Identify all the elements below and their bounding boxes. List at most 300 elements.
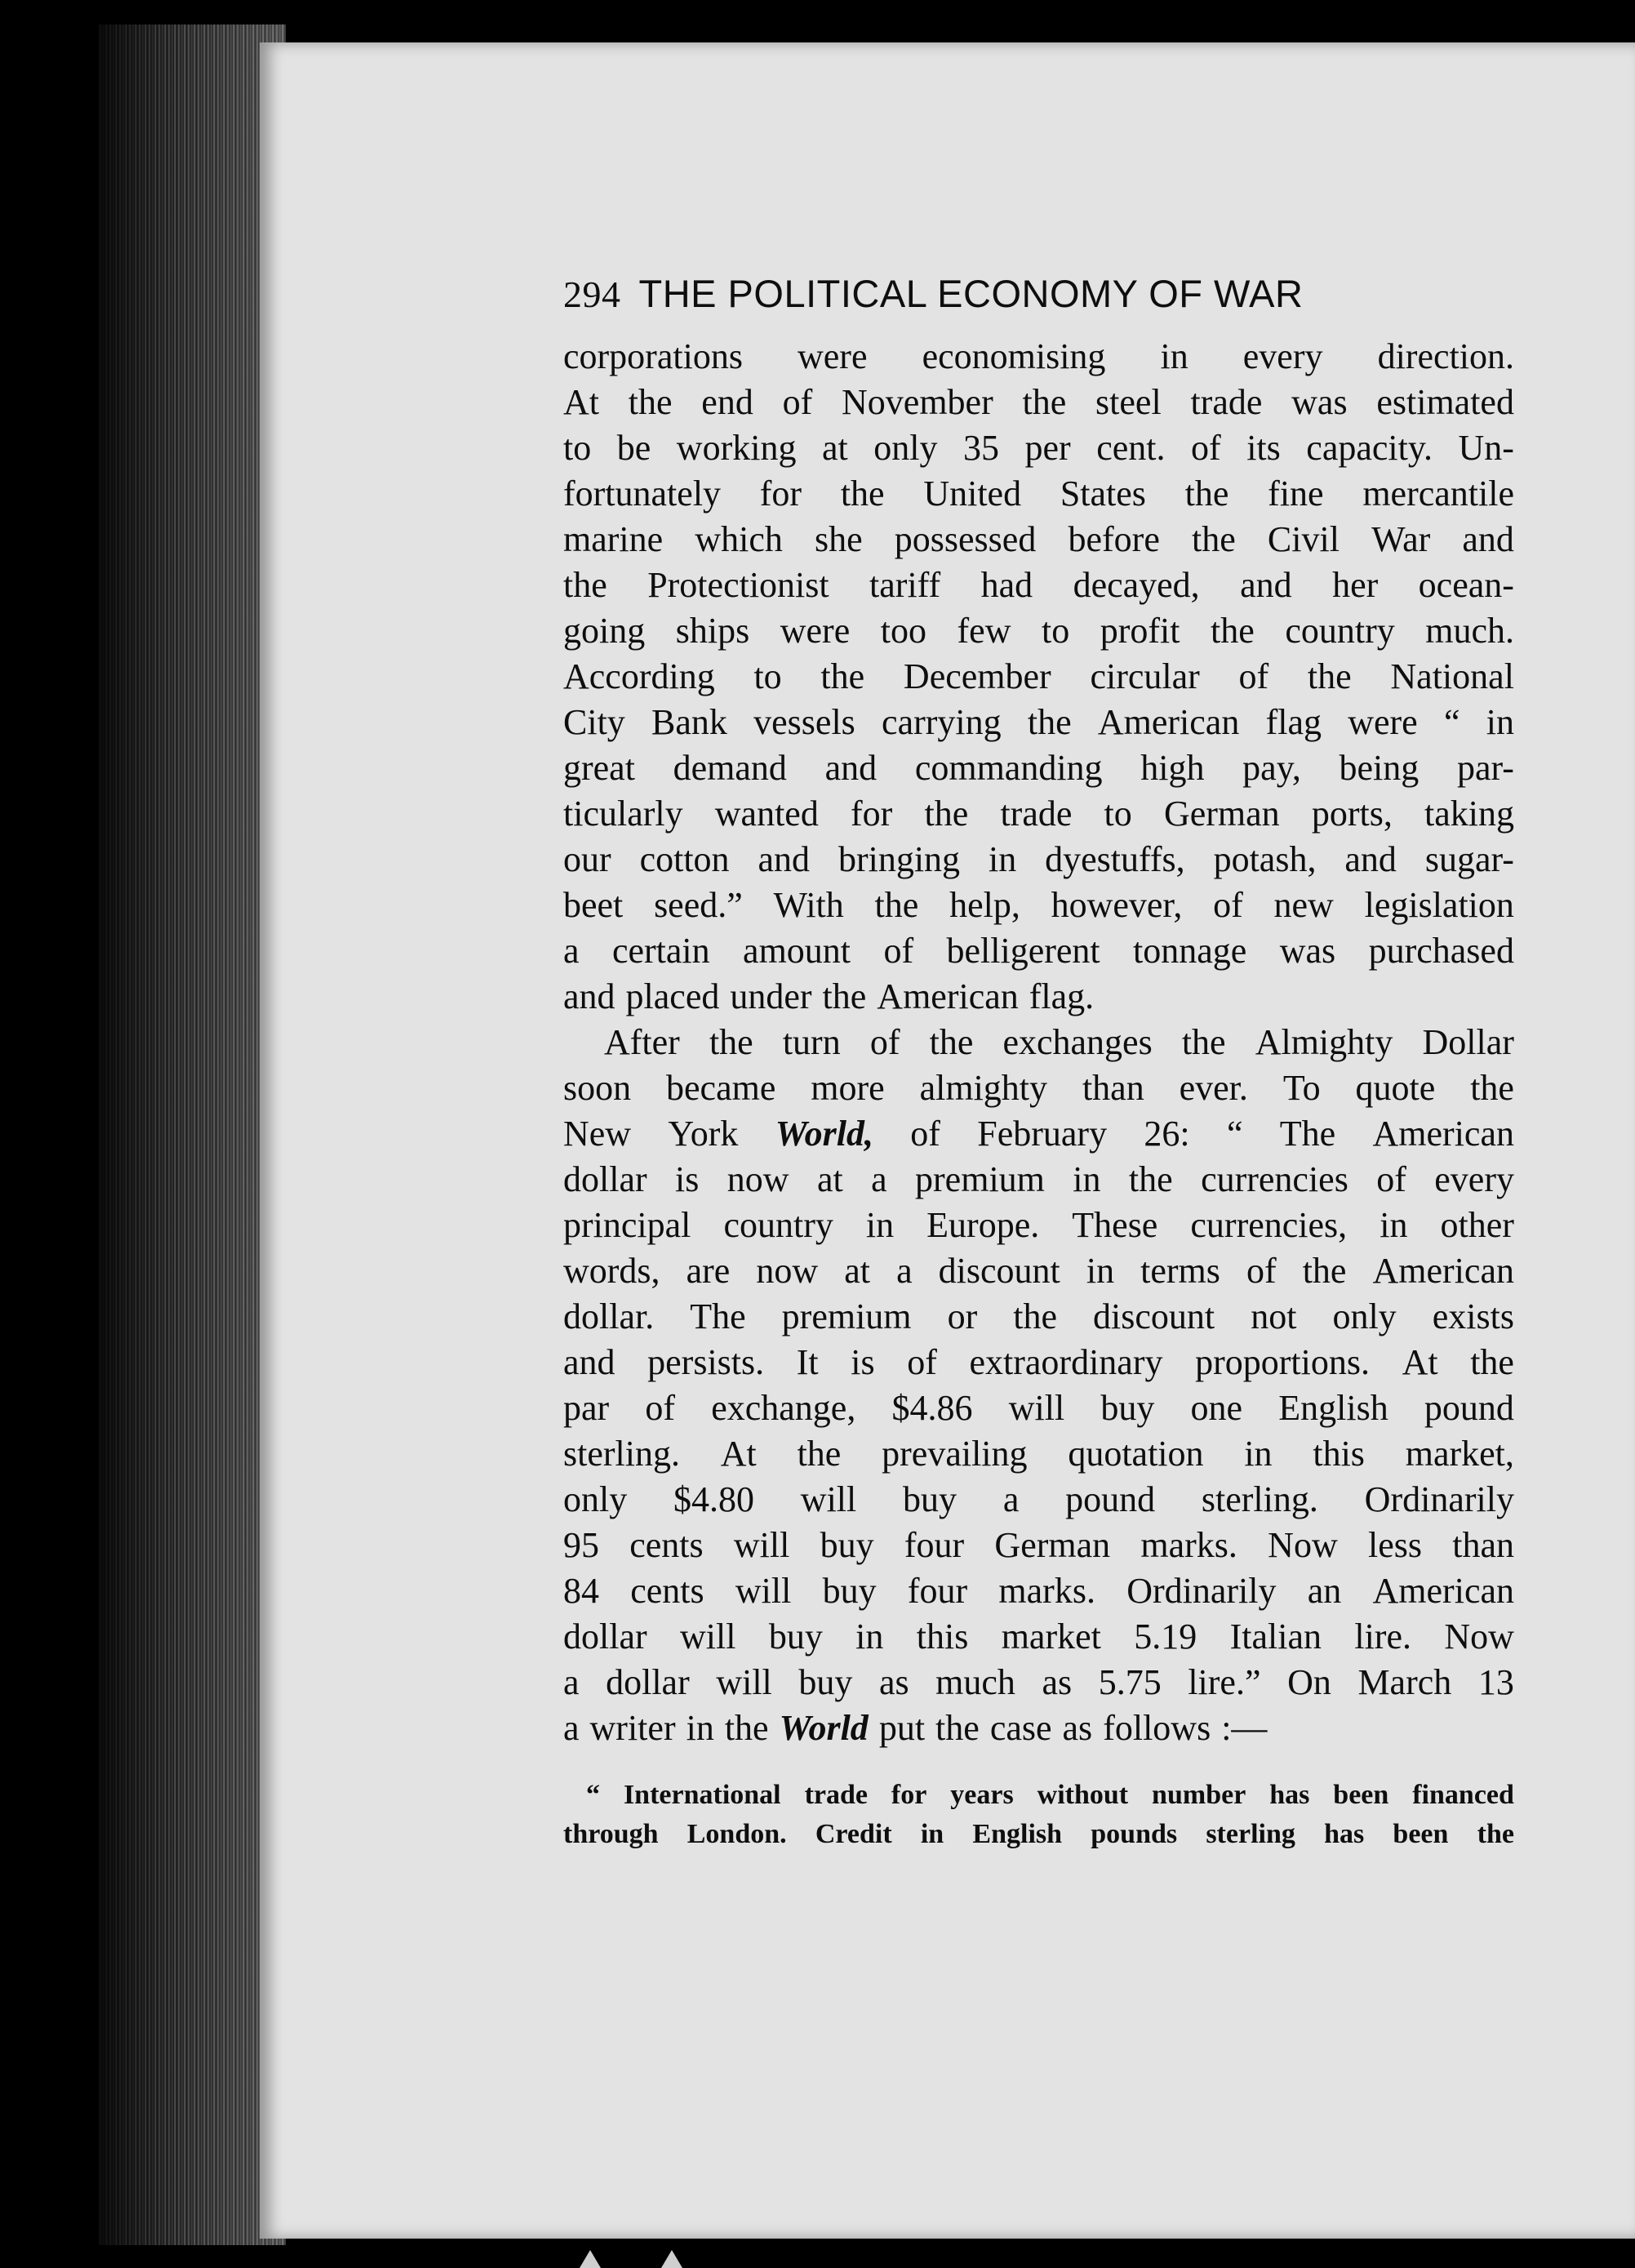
body-word: exchange,	[711, 1388, 856, 1428]
body-word: cent.	[1096, 428, 1166, 468]
body-word: the	[724, 1708, 769, 1748]
body-word: a	[563, 931, 580, 971]
body-word: and	[1240, 565, 1292, 605]
body-word: The	[690, 1296, 746, 1336]
body-word: certain	[611, 931, 710, 971]
body-line	[563, 974, 1514, 1020]
body-word: fine	[1268, 474, 1324, 514]
body-word: cents	[630, 1571, 704, 1611]
body-word: Almighty	[1255, 1022, 1393, 1062]
body-word: cents	[629, 1525, 704, 1565]
body-word: prevailing	[882, 1434, 1028, 1474]
body-word: flag.	[1029, 976, 1095, 1016]
body-word: With	[773, 885, 844, 925]
body-word: to	[753, 656, 782, 696]
body-word: only	[873, 428, 938, 468]
body-word: working	[676, 428, 797, 468]
body-word: purchased	[1368, 931, 1514, 971]
body-word: At	[720, 1434, 757, 1474]
body-word: dollar	[563, 1617, 647, 1657]
body-word: buy	[820, 1525, 874, 1565]
text-block	[563, 271, 1514, 1854]
body-word: steel	[1095, 382, 1162, 422]
body-word: 5.75	[1098, 1662, 1162, 1702]
body-line	[563, 883, 1514, 928]
body-word: Dollar	[1422, 1022, 1514, 1062]
body-word: new	[1273, 885, 1334, 925]
body-word: a	[896, 1251, 913, 1291]
body-line	[563, 1705, 1514, 1751]
body-word: country	[1285, 611, 1395, 651]
body-word: Now	[1268, 1525, 1338, 1565]
body-word: became	[666, 1068, 776, 1108]
body-word: of	[1213, 885, 1243, 925]
body-word: per	[1024, 428, 1071, 468]
body-word: of	[1376, 1159, 1406, 1199]
body-word: Bank	[651, 702, 727, 742]
body-word: $4.80	[673, 1479, 755, 1519]
body-word: trade	[1190, 382, 1263, 422]
body-word: City	[563, 702, 625, 742]
body-word: a	[563, 1662, 580, 1702]
scan-mark	[580, 2250, 601, 2268]
body-word: terms	[1140, 1251, 1220, 1291]
body-word: in	[686, 1708, 714, 1748]
body-word: the	[563, 565, 607, 605]
body-word: every	[1434, 1159, 1514, 1199]
body-word: dyestuffs,	[1045, 839, 1185, 879]
quote-word: Credit	[815, 1819, 892, 1849]
book-gutter-shadow	[98, 24, 286, 2245]
body-word: February	[977, 1114, 1108, 1154]
body-word: less	[1367, 1525, 1422, 1565]
body-word: Europe.	[926, 1205, 1040, 1245]
body-word: trade	[1000, 794, 1073, 834]
running-head	[563, 271, 1514, 316]
body-word: American	[1372, 1571, 1514, 1611]
body-line	[563, 1477, 1514, 1523]
body-line	[563, 1248, 1514, 1294]
body-word: be	[616, 428, 651, 468]
body-word: words,	[563, 1251, 660, 1291]
body-word: legislation	[1364, 885, 1514, 925]
quote-word: for	[891, 1780, 927, 1810]
quote-word: been	[1333, 1780, 1389, 1810]
body-word: few	[957, 611, 1011, 651]
body-word: After	[604, 1022, 680, 1062]
body-word: being	[1339, 748, 1420, 788]
body-word: turn	[782, 1022, 841, 1062]
body-word: the	[874, 885, 919, 925]
body-word: of	[645, 1388, 676, 1428]
body-word: almighty	[919, 1068, 1048, 1108]
body-word: premium	[915, 1159, 1045, 1199]
body-line	[563, 1065, 1514, 1111]
body-word: Now	[1444, 1617, 1514, 1657]
body-word: the	[840, 474, 885, 514]
body-word: the	[924, 794, 969, 834]
body-word: more	[811, 1068, 885, 1108]
body-word: the	[1302, 1251, 1347, 1291]
body-word: help,	[949, 885, 1020, 925]
body-word: high	[1140, 748, 1205, 788]
body-word: “	[1443, 702, 1460, 742]
body-word: ports,	[1311, 794, 1393, 834]
body-word: mercantile	[1362, 474, 1514, 514]
body-word: of	[1246, 1251, 1277, 1291]
body-line	[563, 654, 1514, 700]
body-line	[563, 791, 1514, 837]
body-word: in	[1160, 336, 1188, 376]
body-word: pound	[1065, 1479, 1156, 1519]
body-word: a	[563, 1708, 580, 1748]
body-word: currencies,	[1190, 1205, 1348, 1245]
body-word: taking	[1424, 794, 1514, 834]
body-word: the	[1022, 382, 1067, 422]
body-word: the	[709, 1022, 753, 1062]
body-word: in	[1073, 1159, 1101, 1199]
body-word: and	[758, 839, 811, 879]
body-word: our	[563, 839, 611, 879]
body-word: much.	[1425, 611, 1514, 651]
body-word: end	[701, 382, 753, 422]
body-word: the	[820, 656, 865, 696]
body-word: pound	[1424, 1388, 1514, 1428]
body-word: her	[1332, 565, 1379, 605]
body-word: of	[910, 1114, 940, 1154]
body-word: will	[1008, 1388, 1065, 1428]
body-word: was	[1291, 382, 1348, 422]
body-word: of	[907, 1342, 937, 1382]
body-line	[563, 1431, 1514, 1477]
body-word: buy	[798, 1662, 853, 1702]
body-word: War	[1371, 519, 1431, 559]
body-line	[563, 1340, 1514, 1385]
body-line	[563, 1020, 1514, 1065]
body-line	[563, 334, 1514, 380]
body-word: at	[816, 1159, 843, 1199]
body-word: New	[563, 1114, 632, 1154]
body-word: country	[723, 1205, 833, 1245]
body-word: sugar-	[1424, 839, 1514, 879]
body-word: will	[680, 1617, 736, 1657]
body-word: to	[563, 428, 592, 468]
body-line	[563, 563, 1514, 608]
body-word: of	[1191, 428, 1221, 468]
body-word: of	[869, 1022, 900, 1062]
body-line	[563, 1157, 1514, 1203]
body-word: other	[1440, 1205, 1514, 1245]
body-word: American	[1372, 1251, 1514, 1291]
body-word: in	[1380, 1205, 1408, 1245]
body-word: of	[883, 931, 914, 971]
body-word: lire.	[1354, 1617, 1411, 1657]
body-word: and	[824, 748, 877, 788]
quote-word: through	[563, 1819, 659, 1849]
body-word: These	[1072, 1205, 1158, 1245]
body-text	[563, 334, 1514, 1751]
body-word: put	[878, 1708, 926, 1748]
body-word: under	[730, 976, 812, 1016]
body-word: estimated	[1376, 382, 1514, 422]
body-word: at	[844, 1251, 871, 1291]
body-word: corporations	[563, 336, 743, 376]
body-word: flag	[1265, 702, 1322, 742]
body-word: Protectionist	[647, 565, 829, 605]
body-word: 35	[963, 428, 999, 468]
body-word: of	[782, 382, 813, 422]
body-word: market	[1001, 1617, 1101, 1657]
body-word: World,	[775, 1114, 873, 1154]
body-word: profit	[1100, 611, 1180, 651]
body-word: dollar	[563, 1159, 647, 1199]
body-word: for	[759, 474, 802, 514]
body-word: in	[1086, 1251, 1115, 1291]
body-word: great	[563, 748, 635, 788]
body-word: this	[1313, 1434, 1365, 1474]
body-word: beet	[563, 885, 624, 925]
body-word: According	[563, 656, 715, 696]
body-word: as	[878, 1662, 909, 1702]
body-word: and	[563, 1342, 615, 1382]
quote-word: without	[1037, 1780, 1129, 1810]
body-line	[563, 745, 1514, 791]
body-word: carrying	[882, 702, 1002, 742]
body-line	[563, 517, 1514, 563]
body-word: the	[1181, 1022, 1226, 1062]
quote-word: number	[1152, 1780, 1246, 1810]
body-word: commanding	[914, 748, 1103, 788]
body-word: 95	[563, 1525, 599, 1565]
body-word: the	[797, 1434, 842, 1474]
body-word: lire.”	[1188, 1662, 1261, 1702]
body-word: cotton	[639, 839, 730, 879]
body-word: will	[733, 1525, 790, 1565]
body-word: case	[989, 1708, 1052, 1748]
body-word: exchanges	[1002, 1022, 1153, 1062]
body-word: tonnage	[1133, 931, 1247, 971]
body-word: soon	[563, 1068, 632, 1108]
body-line	[563, 928, 1514, 974]
body-word: tariff	[869, 565, 941, 605]
body-word: writer	[589, 1708, 676, 1748]
body-word: one	[1190, 1388, 1243, 1428]
quote-word: “	[586, 1780, 600, 1810]
body-word: in	[988, 839, 1017, 879]
body-word: persists.	[647, 1342, 765, 1382]
body-line	[563, 471, 1514, 517]
body-word: discount	[1093, 1296, 1215, 1336]
body-line	[563, 1660, 1514, 1705]
quote-word: in	[920, 1819, 944, 1849]
body-word: buy	[822, 1571, 877, 1611]
body-line	[563, 1203, 1514, 1248]
body-word: sterling.	[563, 1434, 680, 1474]
body-word: capacity.	[1306, 428, 1433, 468]
body-word: 13	[1477, 1662, 1514, 1702]
body-word: fortunately	[563, 474, 722, 514]
body-line	[563, 1111, 1514, 1157]
body-word: American	[1097, 702, 1240, 742]
body-word: buy	[768, 1617, 823, 1657]
quote-word: has	[1269, 1780, 1310, 1810]
body-word: will	[800, 1479, 857, 1519]
body-word: as	[1042, 1662, 1073, 1702]
body-word: than	[1082, 1068, 1144, 1108]
body-word: and	[1462, 519, 1514, 559]
body-word: November	[842, 382, 993, 422]
body-word: four	[904, 1525, 965, 1565]
body-line	[563, 380, 1514, 425]
body-word: placed	[625, 976, 720, 1016]
body-word: wanted	[714, 794, 819, 834]
body-word: a	[1002, 1479, 1020, 1519]
body-word: belligerent	[946, 931, 1100, 971]
body-word: marks.	[998, 1571, 1095, 1611]
body-word: its	[1246, 428, 1281, 468]
body-word: Civil	[1267, 519, 1340, 559]
body-line	[563, 425, 1514, 471]
body-word: The	[1279, 1114, 1336, 1154]
body-word: economising	[922, 336, 1106, 376]
body-word: were	[780, 611, 851, 651]
body-word: marks.	[1140, 1525, 1237, 1565]
body-word: buy	[903, 1479, 957, 1519]
body-word: going	[563, 611, 646, 651]
quote-word: sterling	[1206, 1819, 1295, 1849]
body-word: for	[851, 794, 893, 834]
body-word: To	[1282, 1068, 1321, 1108]
body-line	[563, 1614, 1514, 1660]
body-word: buy	[1100, 1388, 1155, 1428]
body-word: which	[695, 519, 783, 559]
body-word: she	[814, 519, 863, 559]
body-word: to	[1104, 794, 1132, 834]
body-word: quotation	[1068, 1434, 1204, 1474]
body-word: German	[1163, 794, 1280, 834]
body-word: sterling.	[1201, 1479, 1318, 1519]
body-word: extraordinary	[969, 1342, 1163, 1382]
body-word: par-	[1456, 748, 1514, 788]
quote-line	[563, 1776, 1514, 1815]
body-word: every	[1242, 336, 1323, 376]
body-word: pay,	[1242, 748, 1301, 788]
body-word: a	[871, 1159, 887, 1199]
body-word: or	[947, 1296, 978, 1336]
body-word: before	[1068, 519, 1160, 559]
body-word: World	[779, 1708, 869, 1748]
body-word: December	[903, 656, 1051, 696]
quote-word: International	[623, 1780, 781, 1810]
body-word: will	[716, 1662, 772, 1702]
quote-word: financed	[1412, 1780, 1514, 1810]
body-word: in	[1244, 1434, 1273, 1474]
body-word: the	[1184, 474, 1229, 514]
body-word: in	[855, 1617, 884, 1657]
body-word: quote	[1355, 1068, 1436, 1108]
body-word: American	[877, 976, 1019, 1016]
body-word: than	[1452, 1525, 1514, 1565]
body-word: not	[1251, 1296, 1297, 1336]
body-line	[563, 700, 1514, 745]
body-word: is	[851, 1342, 875, 1382]
body-word: $4.86	[891, 1388, 973, 1428]
body-word: the	[935, 1708, 980, 1748]
body-word: the	[1307, 656, 1352, 696]
quote-word: pounds	[1091, 1819, 1178, 1849]
scan-mark	[661, 2250, 682, 2268]
body-word: potash,	[1213, 839, 1317, 879]
body-word: at	[821, 428, 848, 468]
body-word: were	[1348, 702, 1418, 742]
body-word: are	[686, 1251, 731, 1291]
body-word: vessels	[753, 702, 855, 742]
quote-word: years	[950, 1780, 1014, 1810]
body-word: the	[1027, 702, 1072, 742]
body-word: of	[1238, 656, 1269, 696]
body-word: the	[1470, 1342, 1514, 1382]
body-word: in	[1486, 702, 1514, 742]
body-word: seed.”	[654, 885, 743, 925]
body-line	[563, 608, 1514, 654]
body-word: United	[923, 474, 1022, 514]
body-word: currencies	[1201, 1159, 1348, 1199]
body-word: demand	[673, 748, 787, 788]
body-word: ships	[675, 611, 750, 651]
body-word: follows	[1103, 1708, 1211, 1748]
body-word: now	[756, 1251, 819, 1291]
body-word: this	[916, 1617, 969, 1657]
body-word: discount	[938, 1251, 1060, 1291]
body-word: Italian	[1229, 1617, 1322, 1657]
body-word: Un-	[1458, 428, 1514, 468]
body-word: however,	[1051, 885, 1183, 925]
body-word: as	[1062, 1708, 1093, 1748]
body-word: the	[1192, 519, 1236, 559]
body-word: in	[865, 1205, 895, 1245]
body-word: 26:	[1144, 1114, 1190, 1154]
body-word: Ordinarily	[1364, 1479, 1514, 1519]
body-line	[563, 1294, 1514, 1340]
body-word: will	[735, 1571, 792, 1611]
body-line	[563, 837, 1514, 883]
quote-word: English	[972, 1819, 1063, 1849]
body-line	[563, 1385, 1514, 1431]
body-word: is	[675, 1159, 700, 1199]
body-word: the	[628, 382, 673, 422]
body-word: amount	[743, 931, 851, 971]
body-word: decayed,	[1073, 565, 1200, 605]
block-quote	[563, 1776, 1514, 1854]
body-word: On	[1287, 1662, 1331, 1702]
body-line	[563, 1523, 1514, 1568]
body-word: :—	[1221, 1708, 1268, 1748]
body-word: the	[929, 1022, 974, 1062]
body-word: York	[668, 1114, 739, 1154]
running-title: THE POLITICAL ECONOMY OF WAR	[638, 272, 1304, 315]
body-word: Ordinarily	[1126, 1571, 1277, 1611]
body-word: proportions.	[1195, 1342, 1370, 1382]
quote-word: London.	[686, 1819, 787, 1849]
body-word: four	[907, 1571, 968, 1611]
body-word: ocean-	[1418, 565, 1514, 605]
body-word: par	[563, 1388, 610, 1428]
body-word: bringing	[837, 839, 961, 879]
body-word: circular	[1090, 656, 1200, 696]
body-word: marine	[563, 519, 664, 559]
body-word: the	[1128, 1159, 1173, 1199]
body-word: dollar.	[563, 1296, 655, 1336]
